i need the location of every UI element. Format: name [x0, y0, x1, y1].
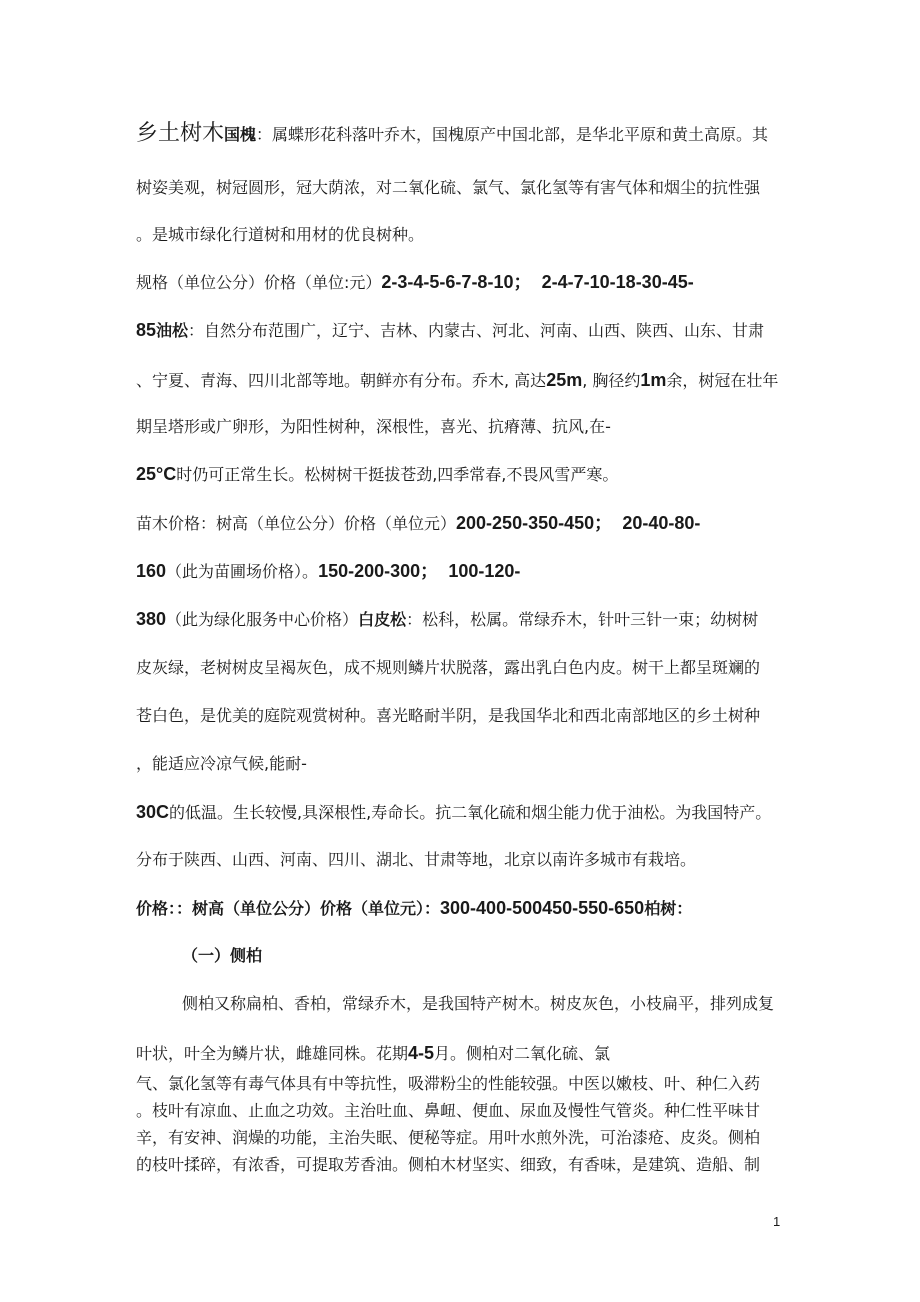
line-9 — [136, 513, 700, 534]
section-title: 乡土树木 — [136, 121, 225, 146]
line-11 — [136, 609, 758, 630]
line-6 — [136, 370, 778, 391]
species-name-baishu: 柏树： — [644, 899, 693, 918]
line-8 — [136, 464, 618, 485]
price-values-cont: 380 — [136, 609, 167, 629]
text: 、宁夏、青海、四川北部等地。朝鲜亦有分布。乔木, 高达 — [136, 371, 547, 390]
price-label: 价格：：树高（单位公分）价格（单位元）： — [136, 899, 441, 918]
spec-label: 规格（单位公分）价格（单位:元） — [136, 273, 382, 292]
text: ：松科，松属。常绿乔木，针叶三针一束；幼树树 — [406, 610, 759, 629]
text: ：属蝶形花科落叶乔木，国槐原产中国北部，是华北平原和黄土高原。其 — [256, 125, 769, 144]
price-values: 300-400-500450-550-650 — [440, 898, 645, 918]
text: 月。侧柏对二氧化硫、氯 — [434, 1044, 611, 1063]
line-4 — [136, 272, 694, 293]
price-note: （此为绿化服务中心价格） — [166, 610, 359, 629]
diameter-value: 1m — [640, 370, 667, 390]
line-10 — [136, 561, 520, 582]
line-12: 皮灰绿，老树树皮呈褐灰色，成不规则鳞片状脱落，露出乳白色内皮。树干上都呈斑斓的 — [136, 658, 761, 677]
price-values: 100-120- — [448, 561, 521, 581]
price-values: 20-40-80- — [622, 513, 701, 533]
text: ：自然分布范围广，辽宁、吉林、内蒙古、河北、河南、山西、陕西、山东、甘肃 — [188, 321, 765, 340]
line-15 — [136, 802, 771, 823]
line-2: 树姿美观，树冠圆形，冠大荫浓，对二氧化硫、氯气、氯化氢等有害气体和烟尘的抗性强 — [136, 178, 761, 197]
height-value: 25m — [546, 370, 583, 390]
line-19: 侧柏又称扁柏、香柏，常绿乔木，是我国特产树木。树皮灰色，小枝扁平，排列成复 — [182, 994, 775, 1013]
spec-values: 2-3-4-5-6-7-8-10； — [381, 272, 532, 292]
text: 的低温。生长较慢,具深根性,寿命长。抗二氧化硫和烟尘能力优于油松。为我国特产。 — [169, 803, 772, 822]
line-16: 分布于陕西、山西、河南、四川、湖北、甘肃等地，北京以南许多城市有栽培。 — [136, 850, 697, 869]
line-22: 。枝叶有凉血、止血之功效。主治吐血、鼻衄、便血、尿血及慢性气管炎。种仁性平味甘 — [136, 1101, 761, 1120]
text: 叶状，叶全为鳞片状，雌雄同株。花期 — [136, 1044, 409, 1063]
species-name-baipisong: 白皮松 — [358, 610, 407, 629]
text: 余，树冠在壮年 — [666, 371, 779, 390]
price-values: 2-4-7-10-18-30-45- — [541, 272, 694, 292]
section-heading-cebai: （一）侧柏 — [182, 946, 263, 965]
price-note: （此为苗圃场价格）。 — [166, 562, 319, 581]
line-1 — [136, 121, 769, 146]
temperature-value: 25°C — [136, 464, 177, 484]
line-17 — [136, 898, 692, 919]
line-23: 辛，有安神、润燥的功能，主治失眠、便秘等症。用叶水煎外洗，可治漆疮、皮炎。侧柏 — [136, 1128, 761, 1147]
price-values-cont: 85 — [136, 320, 157, 340]
species-name-youSong: 油松 — [156, 321, 189, 340]
line-24: 的枝叶揉碎，有浓香，可提取芳香油。侧柏木材坚实、细致，有香味，是建筑、造船、制 — [136, 1155, 761, 1174]
line-13: 苍白色，是优美的庭院观赏树种。喜光略耐半阴，是我国华北和西北南部地区的乡土树种 — [136, 706, 761, 725]
flowering-period: 4-5 — [408, 1043, 435, 1063]
line-21: 气、氯化氢等有毒气体具有中等抗性，吸滞粉尘的性能较强。中医以嫩枝、叶、种仁入药 — [136, 1074, 761, 1093]
text: , 胸径约 — [582, 371, 641, 390]
price-label: 苗木价格：树高（单位公分）价格（单位元） — [136, 514, 457, 533]
species-name-guohuai: 国槐 — [224, 125, 257, 144]
price-values: 150-200-300； — [318, 561, 439, 581]
line-7: 期呈塔形或广卵形，为阳性树种，深根性，喜光、抗瘠薄、抗风,在- — [136, 417, 611, 436]
line-20 — [136, 1043, 610, 1064]
page-number: 1 — [773, 1214, 781, 1229]
price-values: 200-250-350-450； — [456, 513, 613, 533]
line-5 — [136, 320, 764, 341]
text: 时仍可正常生长。松树树干挺拔苍劲,四季常春,不畏风雪严寒。 — [176, 465, 619, 484]
line-14: ，能适应冷凉气候,能耐- — [136, 754, 307, 773]
line-3: 。是城市绿化行道树和用材的优良树种。 — [136, 225, 425, 244]
temperature-value: 30C — [136, 802, 170, 822]
price-values-cont: 160 — [136, 561, 167, 581]
